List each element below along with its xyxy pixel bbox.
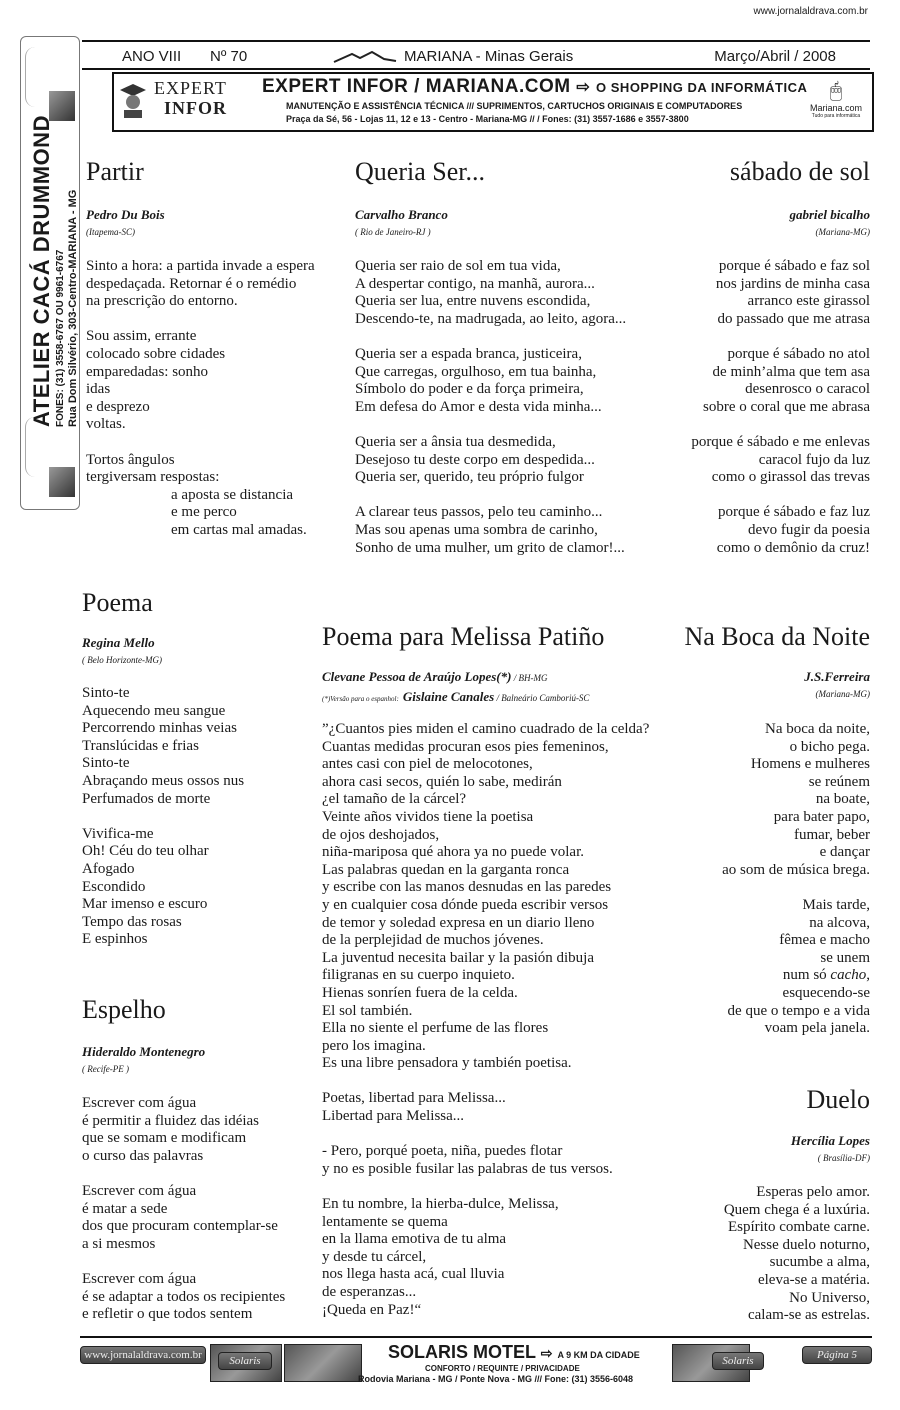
stanza bbox=[82, 1183, 285, 1253]
author-na-boca-da-noite: J.S.Ferreira bbox=[804, 669, 870, 684]
pen-icon bbox=[332, 50, 398, 64]
solaris-logo-right: Solaris bbox=[712, 1352, 764, 1370]
verse: Que carregas, orgulhoso, em tua bainha, bbox=[355, 363, 597, 380]
verse: Translúcidas e frias bbox=[82, 737, 199, 754]
poem-title-melissa: Poema para Melissa Patiño bbox=[322, 622, 605, 651]
verse: Sinto-te bbox=[82, 755, 130, 772]
stanza bbox=[691, 434, 870, 487]
poem-body-melissa bbox=[322, 721, 649, 1319]
verse: de minh’alma que tem asa bbox=[712, 363, 870, 380]
verse: para bater papo, bbox=[773, 808, 870, 825]
verse: y escribe con las manos desnudas en las paredes bbox=[322, 879, 612, 896]
translator-name: Gislaine Canales bbox=[402, 689, 495, 704]
verse: Escrever com água bbox=[82, 1270, 197, 1287]
header-bottom-rule bbox=[82, 68, 870, 70]
stanza bbox=[722, 721, 870, 879]
verse: Es una libre pensadora y también poetisa. bbox=[322, 1055, 572, 1072]
stanza bbox=[82, 685, 244, 808]
author-partir: Pedro Du Bois bbox=[86, 207, 165, 222]
stanza bbox=[322, 1196, 649, 1319]
verse: arranco este girassol bbox=[747, 293, 870, 310]
verse: se reúnem bbox=[808, 773, 870, 790]
verse: a aposta se distancia bbox=[171, 486, 294, 503]
verse: esquecendo-se bbox=[782, 984, 870, 1001]
poem-body-na-boca-da-noite bbox=[722, 721, 870, 1038]
verse: Sinto a hora: a partida invade a espera bbox=[86, 258, 315, 274]
verse: e me perco bbox=[171, 504, 237, 521]
verse: na prescrição do entorno. bbox=[86, 293, 238, 310]
verse: Tempo das rosas bbox=[82, 913, 182, 930]
verse: Sou assim, errante bbox=[86, 328, 197, 345]
issue-number: Nº 70 bbox=[210, 48, 248, 65]
verse: de ojos deshojados, bbox=[322, 826, 440, 843]
author-espelho: Hideraldo Montenegro bbox=[82, 1044, 206, 1059]
verse: o bicho pega. bbox=[789, 738, 870, 755]
verse: Desejoso tu deste corpo em despedida... bbox=[355, 451, 595, 468]
verse: em cartas mal amadas. bbox=[171, 521, 307, 538]
place-duelo: ( Brasília-DF) bbox=[817, 1153, 870, 1163]
poem-title-queria-ser: Queria Ser... bbox=[355, 157, 485, 186]
atelier-side-ad bbox=[20, 36, 80, 510]
solaris-logo-left: Solaris bbox=[218, 1352, 272, 1370]
verse: E espinhos bbox=[82, 931, 148, 948]
motel-photo-center bbox=[284, 1344, 362, 1382]
verse: despedaçada. Retornar é o remédio bbox=[86, 275, 297, 292]
poem-body-sabado-de-sol bbox=[691, 258, 870, 557]
stanza bbox=[322, 721, 649, 1073]
verse: e desprezo bbox=[86, 398, 150, 415]
author-melissa bbox=[322, 669, 547, 685]
place-partir: (Itapema-SC) bbox=[86, 227, 135, 237]
verse: a si mesmos bbox=[82, 1235, 156, 1252]
verse: tergiversam respostas: bbox=[86, 469, 220, 486]
verse: Libertad para Melissa... bbox=[322, 1108, 465, 1125]
verse: de esperanzas... bbox=[322, 1284, 417, 1300]
poem-title-sabado-de-sol: sábado de sol bbox=[729, 157, 870, 186]
place-na-boca-da-noite: (Mariana-MG) bbox=[815, 689, 870, 699]
verse: Homens e mulheres bbox=[750, 756, 870, 773]
verse: e dançar bbox=[819, 844, 870, 861]
side-image-bottom bbox=[49, 467, 75, 497]
poem-body-espelho bbox=[82, 1095, 285, 1324]
verse: ahora casi secos, quién lo sabe, medirán bbox=[322, 773, 562, 790]
verse-italic: cacho bbox=[830, 967, 867, 984]
verse: Descendo-te, na madrugada, ao leito, agora... bbox=[355, 310, 627, 327]
verse: Cuantas medidas procuran esos pies femeninos, bbox=[322, 738, 609, 755]
verse: Abraçando meus ossos nus bbox=[82, 772, 245, 789]
logo-infor-text: INFOR bbox=[164, 98, 227, 118]
motel-title: SOLARIS MOTEL bbox=[388, 1342, 536, 1362]
verse: A despertar contigo, na manhã, aurora... bbox=[355, 275, 595, 292]
mariana-com-logo bbox=[808, 80, 864, 124]
stanza bbox=[86, 258, 315, 311]
verse: pero los imagina. bbox=[322, 1037, 426, 1054]
poem-title-na-boca-da-noite: Na Boca da Noite bbox=[684, 622, 870, 651]
expert-infor-logo bbox=[118, 78, 258, 124]
verse: Símbolo do poder e da força primeira, bbox=[355, 381, 584, 398]
poem-body-partir bbox=[86, 258, 315, 540]
verse: porque é sábado e faz luz bbox=[717, 504, 870, 521]
verse: porque é sábado e faz sol bbox=[718, 258, 870, 274]
verse: Mais tarde, bbox=[802, 896, 870, 913]
verse: Espírito combate carne. bbox=[727, 1219, 870, 1236]
verse: y en cualquier cosa dónde pueda escribir versos bbox=[322, 896, 609, 913]
verse: emparedadas: sonho bbox=[86, 363, 209, 380]
verse: fêmea e macho bbox=[779, 932, 870, 949]
verse: Escrever com água bbox=[82, 1095, 197, 1111]
verse-part: , bbox=[866, 967, 870, 984]
poem-title-partir: Partir bbox=[86, 157, 144, 186]
verse: é permitir a fluidez das idéias bbox=[82, 1112, 260, 1129]
verse: lentamente se quema bbox=[322, 1213, 448, 1230]
issue-year: ANO VIII bbox=[122, 48, 182, 65]
side-decoration-top bbox=[25, 47, 46, 107]
verse: é se adaptar a todos os recipientes bbox=[82, 1288, 286, 1305]
verse: en la llama emotiva de tu alma bbox=[322, 1231, 507, 1248]
verse: idas bbox=[86, 381, 111, 398]
verse: ¡Queda en Paz!“ bbox=[322, 1301, 422, 1318]
verse: Queria ser raio de sol em tua vida, bbox=[355, 258, 561, 274]
verse: Perfumados de morte bbox=[82, 790, 211, 807]
verse: de temor y soledad expresa en un diario lleno bbox=[322, 914, 595, 931]
verse: Mas sou apenas uma sombra de carinho, bbox=[355, 521, 598, 538]
verse: Nesse duelo noturno, bbox=[742, 1236, 870, 1253]
verse: Escondido bbox=[82, 878, 146, 895]
ad-headline-tail: O SHOPPING DA INFORMÁTICA bbox=[596, 80, 808, 95]
verse: desenrosco o caracol bbox=[745, 381, 870, 398]
footer-rule bbox=[80, 1336, 872, 1338]
motel-address: Rodovia Mariana - MG / Ponte Nova - MG /// Fone: (31) 3556-6048 bbox=[358, 1374, 634, 1384]
author-sabado-de-sol: gabriel bicalho bbox=[789, 207, 870, 222]
author-poema: Regina Mello bbox=[82, 635, 155, 650]
verse: Sonho de uma mulher, um grito de clamor!... bbox=[355, 539, 625, 556]
ad-headline-brand: EXPERT INFOR / MARIANA.COM bbox=[262, 76, 571, 97]
stanza bbox=[82, 1271, 285, 1324]
verse: - Pero, porqué poeta, niña, puedes flotar bbox=[322, 1143, 563, 1160]
stanza bbox=[82, 1095, 285, 1165]
verse: Na boca da noite, bbox=[765, 721, 870, 737]
author-queria-ser: Carvalho Branco bbox=[355, 207, 448, 222]
author-duelo: Hercília Lopes bbox=[790, 1133, 870, 1148]
translator-credit bbox=[322, 688, 589, 706]
verse: antes casi con piel de melocotones, bbox=[322, 756, 533, 773]
verse: sobre o coral que me abrasa bbox=[702, 398, 870, 415]
verse: El sol también. bbox=[322, 1002, 413, 1019]
verse: No Universo, bbox=[789, 1289, 870, 1306]
motel-distance: A 9 KM DA CIDADE bbox=[557, 1350, 640, 1360]
stanza bbox=[355, 434, 626, 487]
verse: eleva-se a matéria. bbox=[757, 1271, 870, 1288]
verse: Afogado bbox=[82, 860, 135, 877]
verse: e refletir o que todos sentem bbox=[82, 1306, 253, 1323]
verse: Mar imenso e escuro bbox=[82, 896, 208, 913]
verse: A clarear teus passos, pelo teu caminho... bbox=[355, 504, 603, 521]
stanza bbox=[691, 346, 870, 416]
verse: Sinto-te bbox=[82, 685, 130, 701]
ad-headline bbox=[262, 76, 807, 98]
side-ad-text bbox=[29, 115, 81, 427]
stanza bbox=[355, 504, 626, 557]
poem-body-queria-ser bbox=[355, 258, 626, 557]
author-place: / BH-MG bbox=[511, 673, 548, 683]
verse: voltas. bbox=[86, 416, 126, 433]
verse: Queria ser, querido, teu próprio fulgor bbox=[355, 469, 584, 486]
verse: Oh! Céu do teu olhar bbox=[82, 843, 209, 860]
verse: voam pela janela. bbox=[764, 1020, 870, 1037]
ad-address: Praça da Sé, 56 - Lojas 11, 12 e 13 - Centro - Mariana-MG // / Fones: (31) 3557-1686 e 3557-3800 bbox=[286, 114, 689, 124]
place-espelho: ( Recife-PE ) bbox=[82, 1064, 129, 1074]
site-url: www.jornalaldrava.com.br bbox=[753, 6, 868, 17]
verse: na boate, bbox=[815, 791, 870, 808]
poem-body-poema bbox=[82, 685, 244, 949]
verse: nos jardins de minha casa bbox=[715, 275, 870, 292]
stanza bbox=[691, 258, 870, 328]
verse: Veinte años vividos tiene la poetisa bbox=[322, 808, 534, 825]
verse: porque é sábado e me enlevas bbox=[691, 433, 870, 450]
motel-headline bbox=[388, 1342, 640, 1363]
verse: dos que procuram contemplar-se bbox=[82, 1218, 278, 1235]
verse: Quem chega é a luxúria. bbox=[723, 1201, 870, 1218]
verse: Queria ser lua, entre nuvens escondida, bbox=[355, 293, 591, 310]
verse: La juventud necesita bailar y la pasión dibuja bbox=[322, 949, 594, 966]
mini-logo-tagline: Tudo para informática bbox=[811, 113, 861, 119]
verse: o curso das palavras bbox=[82, 1147, 204, 1164]
issue-city: MARIANA - Minas Gerais bbox=[404, 48, 574, 65]
mini-logo-text: Mariana.com bbox=[809, 103, 863, 113]
masthead bbox=[82, 46, 870, 68]
issue-date: Março/Abril / 2008 bbox=[714, 48, 836, 65]
verse: Em defesa do Amor e desta vida minha... bbox=[355, 398, 602, 415]
verse: Escrever com água bbox=[82, 1182, 197, 1199]
stanza bbox=[322, 1143, 649, 1178]
verse: Las palabras quedan en la garganta ronca bbox=[322, 861, 570, 878]
verse: é matar a sede bbox=[82, 1200, 168, 1217]
verse: colocado sobre cidades bbox=[86, 345, 226, 362]
verse: Queria ser a espada branca, justiceira, bbox=[355, 345, 582, 362]
poem-title-poema: Poema bbox=[82, 588, 153, 617]
verse: porque é sábado no atol bbox=[727, 345, 870, 362]
verse: Tortos ângulos bbox=[86, 451, 175, 468]
verse: ”¿Cuantos pies miden el camino cuadrado de la celda? bbox=[322, 721, 650, 737]
verse: Aquecendo meu sangue bbox=[82, 702, 226, 719]
verse: niña-mariposa qué ahora ya no puede volar. bbox=[322, 844, 584, 861]
poem-title-espelho: Espelho bbox=[82, 995, 166, 1024]
verse: Esperas pelo amor. bbox=[756, 1184, 870, 1200]
side-ad-title: ATELIER CACÁ DRUMMOND bbox=[29, 115, 54, 427]
footer-site-url: www.jornalaldrava.com.br bbox=[80, 1346, 206, 1364]
verse: En tu nombre, la hierba-dulce, Melissa, bbox=[322, 1196, 559, 1213]
verse: caracol fujo da luz bbox=[758, 451, 870, 468]
mouse-icon: 🖱 bbox=[830, 80, 842, 102]
verse: devo fugir da poesia bbox=[747, 521, 870, 538]
logo-expert-text: EXPERT bbox=[154, 78, 227, 98]
verse: Poetas, libertad para Melissa... bbox=[322, 1090, 506, 1107]
verse: do passado que me atrasa bbox=[717, 310, 870, 327]
page-number: Página 5 bbox=[802, 1346, 872, 1364]
motel-features: CONFORTO / REQUINTE / PRIVACIDADE bbox=[425, 1364, 580, 1373]
verse: na alcova, bbox=[809, 914, 870, 931]
author-name: Clevane Pessoa de Araújo Lopes(*) bbox=[322, 669, 512, 684]
stanza bbox=[355, 258, 626, 328]
stanza bbox=[724, 1184, 870, 1325]
verse: Hienas sonríen fuera de la celda. bbox=[322, 984, 518, 1001]
verse: fumar, beber bbox=[793, 826, 870, 843]
verse: Queria ser a ânsia tua desmedida, bbox=[355, 433, 556, 450]
stanza bbox=[691, 504, 870, 557]
verse: filigranas en su cuerpo inquieto. bbox=[322, 967, 515, 984]
ad-services: MANUTENÇÃO E ASSISTÊNCIA TÉCNICA /// SUPRIMENTOS, CARTUCHOS ORIGINAIS E COMPUTADORES bbox=[286, 101, 743, 111]
verse: Vivifica-me bbox=[82, 825, 154, 842]
verse-part: num só bbox=[782, 967, 831, 984]
verse: sucumbe a alma, bbox=[769, 1254, 870, 1271]
stanza bbox=[86, 452, 315, 540]
stanza bbox=[86, 328, 315, 434]
verse: ao som de música brega. bbox=[722, 861, 870, 878]
verse: Ella no siente el perfume de las flores bbox=[322, 1020, 549, 1037]
solaris-motel-ad bbox=[80, 1342, 872, 1386]
side-ad-phones: FONES: (31) 3558-6767 OU 9961-6767 bbox=[55, 249, 66, 427]
verse: y desde tu cárcel, bbox=[322, 1248, 427, 1265]
verse: de que o tempo e a vida bbox=[727, 1002, 870, 1019]
verse: que se somam e modificam bbox=[82, 1130, 247, 1147]
header-top-rule bbox=[82, 40, 870, 42]
side-ad-address: Rua Dom Silvério, 303-Centro-MARIANA - MG bbox=[67, 189, 79, 427]
place-sabado-de-sol: (Mariana-MG) bbox=[815, 227, 870, 237]
translator-note: (*)Versão para o espanhol: bbox=[322, 695, 399, 703]
verse: y no es posible fusilar las palabras de tus versos. bbox=[322, 1160, 613, 1177]
verse: Percorrendo minhas veias bbox=[82, 720, 237, 737]
verse: nos llega hasta acá, cual lluvia bbox=[322, 1266, 505, 1283]
place-poema: ( Belo Horizonte-MG) bbox=[82, 655, 162, 665]
verse: como o demônio da cruz! bbox=[716, 539, 870, 556]
side-decoration-bottom bbox=[25, 417, 46, 477]
expert-infor-ad bbox=[112, 72, 874, 132]
verse: como o girassol das trevas bbox=[711, 469, 870, 486]
stanza bbox=[355, 346, 626, 416]
verse: ¿el tamaño de la cárcel? bbox=[322, 791, 467, 808]
verse: calam-se as estrelas. bbox=[747, 1307, 870, 1324]
graduate-icon bbox=[118, 82, 148, 118]
stanza bbox=[322, 1090, 649, 1125]
verse: se unem bbox=[820, 949, 870, 966]
place-queria-ser: ( Rio de Janeiro-RJ ) bbox=[355, 227, 431, 237]
arrow-right-icon: ⇨ bbox=[576, 79, 591, 96]
stanza bbox=[82, 826, 244, 949]
stanza bbox=[722, 897, 870, 1038]
translator-place: / Balneário Camboriú-SC bbox=[494, 693, 590, 703]
poem-title-duelo: Duelo bbox=[806, 1085, 870, 1114]
poem-body-duelo bbox=[724, 1184, 870, 1325]
verse: de la perplejidad de muchos jóvenes. bbox=[322, 932, 544, 949]
verse bbox=[722, 967, 870, 985]
arrow-right-icon: ⇨ bbox=[540, 1345, 553, 1361]
